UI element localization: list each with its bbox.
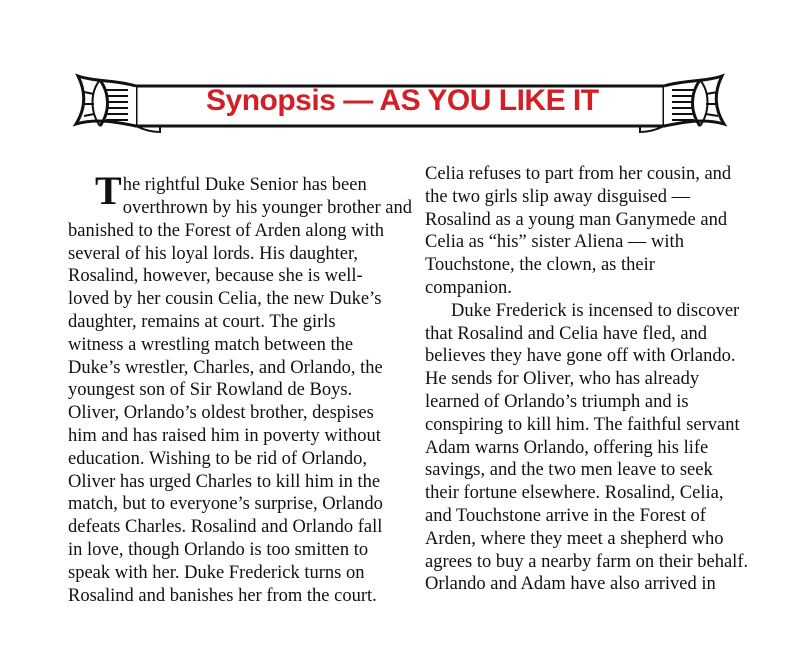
text-line: Duke’s wrestler, Charles, and Orlando, the	[68, 357, 383, 378]
text-line: youngest son of Sir Rowland de Boys.	[68, 380, 353, 401]
text-line: overthrown by his younger brother and	[122, 198, 412, 218]
page-title: Synopsis — AS YOU LIKE IT	[206, 84, 599, 117]
text-line: Rosalind as a young man Ganymede and	[425, 209, 728, 230]
text-line: Touchstone, the clown, as their	[425, 255, 655, 276]
text-line: Adam warns Orlando, offering his life	[425, 437, 709, 458]
text-line: Celia as “his” sister Aliena — with	[425, 232, 684, 253]
title-banner	[66, 72, 734, 136]
text-line: He sends for Oliver, who has already	[425, 369, 700, 390]
text-line: that Rosalind and Celia have fled, and	[425, 323, 708, 344]
text-line: conspiring to kill him. The faithful servant	[425, 414, 740, 435]
text-line: and Touchstone arrive in the Forest of	[425, 505, 706, 526]
paragraph-start-line: Duke Frederick is incensed to discover	[451, 300, 740, 321]
text-line: defeats Charles. Rosalind and Orlando fall	[68, 517, 383, 538]
text-line: speak with her. Duke Frederick turns on	[68, 562, 365, 583]
text-line: Arden, where they meet a shepherd who	[425, 528, 724, 549]
text-line: believes they have gone off with Orlando.	[425, 346, 736, 367]
text-line: banished to the Forest of Arden along with	[68, 220, 384, 241]
text-line: Rosalind and banishes her from the court.	[68, 585, 377, 606]
text-line: Rosalind, however, because she is well-	[68, 266, 363, 287]
drop-cap: T	[95, 168, 122, 213]
right-column	[425, 163, 755, 596]
text-line: agrees to buy a nearby farm on their behalf.	[425, 551, 749, 572]
text-line: learned of Orlando’s triumph and is	[425, 391, 689, 412]
left-column	[68, 168, 412, 607]
text-line: the two girls slip away disguised —	[425, 186, 691, 207]
text-line: him and has raised him in poverty without	[68, 425, 381, 446]
text-line: companion.	[425, 277, 512, 298]
text-line: match, but to everyone’s surprise, Orlando	[68, 494, 383, 515]
text-line: he rightful Duke Senior has been	[122, 175, 367, 195]
text-line: their fortune elsewhere. Rosalind, Celia,	[425, 483, 724, 504]
text-line: Celia refuses to part from her cousin, and	[425, 164, 732, 184]
text-line: loved by her cousin Celia, the new Duke’s	[68, 289, 382, 310]
text-line: several of his loyal lords. His daughter,	[68, 243, 359, 264]
text-line: in love, though Orlando is too smitten to	[68, 539, 369, 560]
text-line: savings, and the two men leave to seek	[425, 460, 713, 481]
text-line: education. Wishing to be rid of Orlando,	[68, 448, 367, 469]
text-line: daughter, remains at court. The girls	[68, 311, 336, 332]
text-line: Orlando and Adam have also arrived in	[425, 574, 716, 595]
text-line: witness a wrestling match between the	[68, 334, 354, 355]
text-line: Oliver has urged Charles to kill him in the	[68, 471, 381, 492]
text-line: Oliver, Orlando’s oldest brother, despises	[68, 403, 374, 424]
